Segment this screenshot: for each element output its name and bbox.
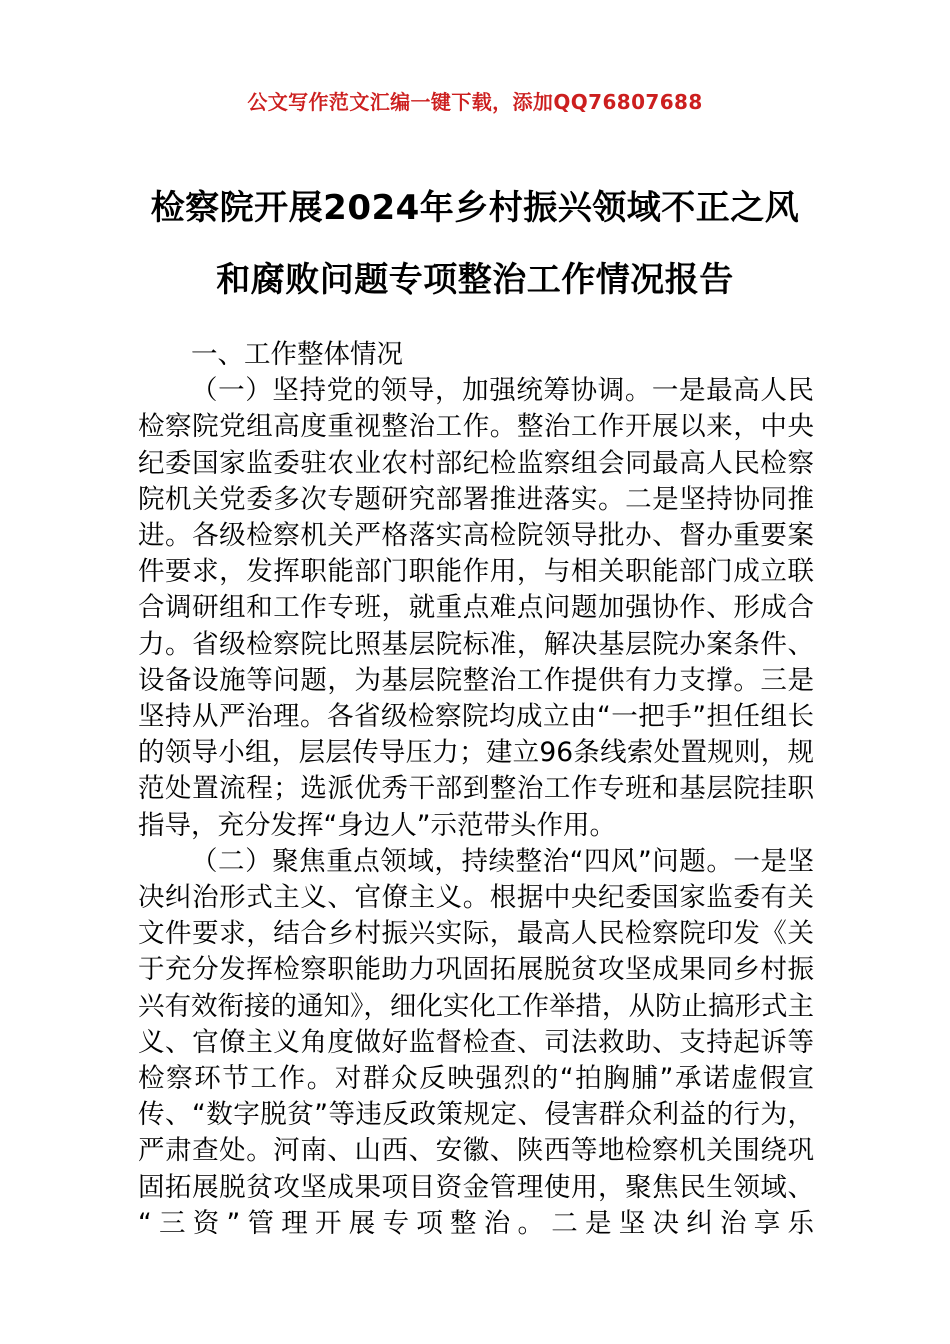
body-paragraph-2: （二）聚焦重点领域，持续整治“四风”问题。一是坚决纠治形式主义、官僚主义。根据中央纪委国家监委有关文件要求，结合乡村振兴实际，最高人民检察院印发《关于充分发挥检察职能助力巩固拓展脱贫攻坚成果同乡村振兴有效衔接的通知》，细化实化工作举措，从防止搞形式主义、官僚主义角度做好监督检查、司法救助、支持起诉等检察环节工作。对群众反映强烈的“拍胸脯”承诺虚假宣传、“数字脱贫”等违反政策规定、侵害群众利益的行为，严肃查处。河南、山西、安徽、陕西等地检察机关围绕巩固拓展脱贫攻坚成果项目资金管理使用，聚焦民生领域、“三资”管理开展专项整治。二是坚决纠治享乐 bbox=[138, 845, 814, 1239]
body-paragraph-1: （一）坚持党的领导，加强统筹协调。一是最高人民检察院党组高度重视整治工作。整治工作开展以来，中央纪委国家监委驻农业农村部纪检监察组会同最高人民检察院机关党委多次专题研究部署推进落实。二是坚持协同推进。各级检察机关严格落实高检院领导批办、督办重要案件要求，发挥职能部门职能作用，与相关职能部门成立联合调研组和工作专班，就重点难点问题加强协作、形成合力。省级检察院比照基层院标准，解决基层院办案条件、设备设施等问题，为基层院整治工作提供有力支撑。三是坚持从严治理。各省级检察院均成立由“一把手”担任组长的领导小组，层层传导压力；建立96条线索处置规则，规范处置流程；选派优秀干部到整治工作专班和基层院挂职指导，充分发挥“身边人”示范带头作用。 bbox=[138, 375, 814, 841]
document-title bbox=[118, 172, 832, 316]
document-title-line-2: 和腐败问题专项整治工作情况报告 bbox=[216, 260, 734, 300]
promo-watermark-text: 公文写作范文汇编一键下载，添加QQ76807688 bbox=[247, 90, 703, 114]
promo-header-banner bbox=[0, 86, 950, 115]
document-body bbox=[138, 337, 814, 1242]
section-heading-one: 一、工作整体情况 bbox=[191, 339, 403, 370]
document-title-line-1: 检察院开展2024年乡村振兴领域不正之风 bbox=[150, 188, 800, 228]
